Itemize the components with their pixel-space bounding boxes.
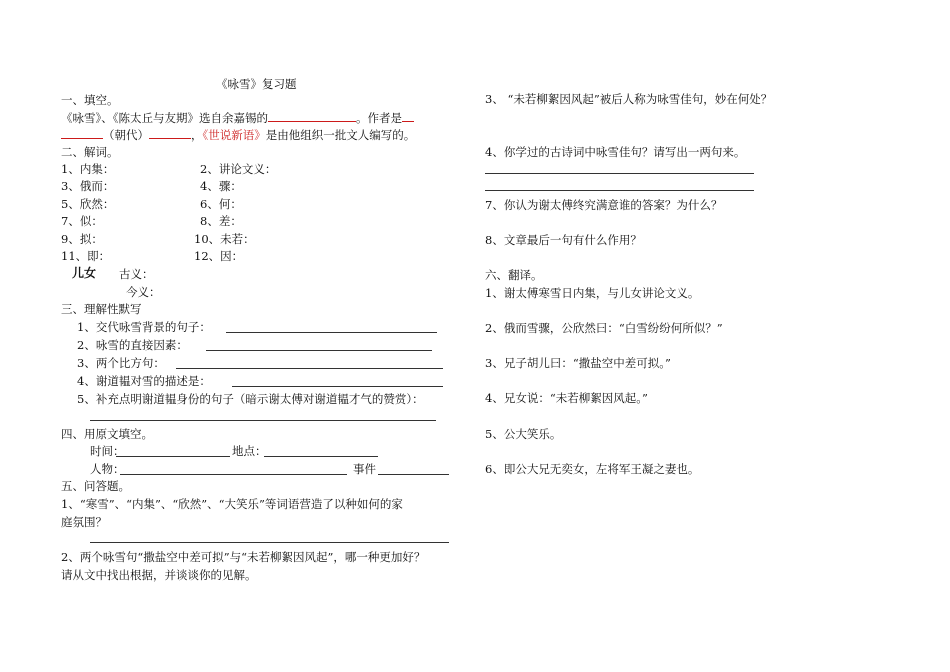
vocab-item: 4、骤：	[200, 179, 242, 193]
question-1-line-a: 1、“寒雪”、“内集”、“欣然”、“大笑乐”等词语营造了以种如何的家	[61, 497, 403, 511]
answer-line[interactable]	[90, 420, 436, 421]
section-6-heading: 六、翻译。	[485, 268, 543, 282]
time-label: 时间：	[90, 444, 125, 458]
answer-line[interactable]	[90, 542, 449, 543]
vocab-item: 7、似：	[61, 214, 103, 228]
section-2-heading: 二、解词。	[61, 145, 119, 159]
jinyi-label: 今义：	[126, 285, 161, 299]
fill-line-2-text-c: 是由他组织一批文人编写的。	[265, 128, 416, 142]
vocab-item: 6、何：	[200, 197, 242, 211]
blank-book-name[interactable]	[268, 110, 356, 122]
recite-item-1: 1、交代咏雪背景的句子：	[77, 320, 211, 334]
vocab-item: 10、未若：	[194, 232, 255, 246]
people-label: 人物：	[90, 462, 125, 476]
recite-item-4: 4、谢道韫对雪的描述是：	[77, 374, 211, 388]
fill-line-1	[61, 110, 414, 125]
question-7: 7、你认为谢太傅终究满意谁的答案？为什么？	[485, 198, 723, 212]
guyi-label: 古义：	[119, 267, 154, 281]
recite-item-5: 5、补充点明谢道韫身份的句子（暗示谢太傅对谢道韫才气的赞赏）：	[77, 392, 424, 406]
fill-line-2-text-a: （朝代）	[103, 128, 149, 142]
time-blank[interactable]	[116, 456, 230, 457]
answer-line[interactable]	[485, 173, 754, 174]
section-5-heading: 五、问答题。	[61, 479, 130, 493]
section-3-heading: 三、理解性默写	[61, 302, 142, 316]
section-4-heading: 四、用原文填空。	[61, 427, 153, 441]
people-blank[interactable]	[120, 474, 347, 475]
event-label: 事件	[353, 462, 376, 476]
blank-dynasty[interactable]	[149, 127, 191, 139]
vocab-item: 5、欣然：	[61, 197, 115, 211]
blank-author-cont[interactable]	[61, 127, 103, 139]
answer-line[interactable]	[232, 386, 443, 387]
fill-line-2	[61, 127, 415, 142]
answer-line[interactable]	[485, 190, 754, 191]
translate-item: 6、即公大兄无奕女，左将军王凝之妻也。	[485, 462, 700, 476]
vocab-item: 1、内集：	[61, 162, 115, 176]
fill-line-1-text-a: 《咏雪》、《陈太丘与友期》选自余嘉锡的	[61, 111, 268, 125]
translate-item: 1、谢太傅寒雪日内集，与儿女讲论文义。	[485, 286, 700, 300]
ernv-label: 儿女	[72, 266, 97, 280]
blank-author[interactable]	[402, 110, 414, 122]
answer-line[interactable]	[176, 368, 443, 369]
vocab-item: 9、拟：	[61, 232, 103, 246]
event-blank[interactable]	[378, 474, 449, 475]
translate-item: 2、俄而雪骤，公欣然曰：“白雪纷纷何所似？”	[485, 321, 723, 335]
answer-line[interactable]	[226, 332, 437, 333]
place-label: 地点：	[232, 444, 267, 458]
vocab-item: 3、俄而：	[61, 179, 115, 193]
answer-line[interactable]	[206, 350, 432, 351]
question-8: 8、文章最后一句有什么作用？	[485, 233, 642, 247]
question-1-line-b: 庭氛围？	[61, 515, 107, 529]
fill-line-1-text-b: 。作者是	[356, 111, 402, 125]
vocab-item: 8、差：	[200, 214, 242, 228]
vocab-item: 11、即：	[61, 249, 111, 263]
question-2-line-b: 请从文中找出根据，并谈谈你的见解。	[61, 568, 257, 582]
vocab-item: 2、讲论文义：	[200, 162, 277, 176]
translate-item: 5、公大笑乐。	[485, 427, 562, 441]
translate-item: 4、兄女说：“未若柳絮因风起。”	[485, 391, 648, 405]
recite-item-2: 2、咏雪的直接因素：	[77, 338, 188, 352]
question-4: 4、你学过的古诗词中咏雪佳句？请写出一两句来。	[485, 145, 746, 159]
book-title-red: 《世说新语》	[202, 128, 266, 142]
section-1-heading: 一、填空。	[61, 93, 119, 107]
recite-item-3: 3、两个比方句：	[77, 356, 165, 370]
place-blank[interactable]	[264, 456, 378, 457]
question-3: 3、 “未若柳絮因风起”被后人称为咏雪佳句，妙在何处？	[485, 92, 773, 106]
page-title: 《咏雪》复习题	[216, 77, 297, 91]
translate-item: 3、兄子胡儿曰：“撒盐空中差可拟。”	[485, 356, 671, 370]
question-2-line-a: 2、两个咏雪句“撒盐空中差可拟”与“未若柳絮因风起”，哪一种更加好？	[61, 550, 426, 564]
vocab-item: 12、因：	[194, 249, 244, 263]
fill-line-2-text-b: ，	[191, 128, 203, 142]
